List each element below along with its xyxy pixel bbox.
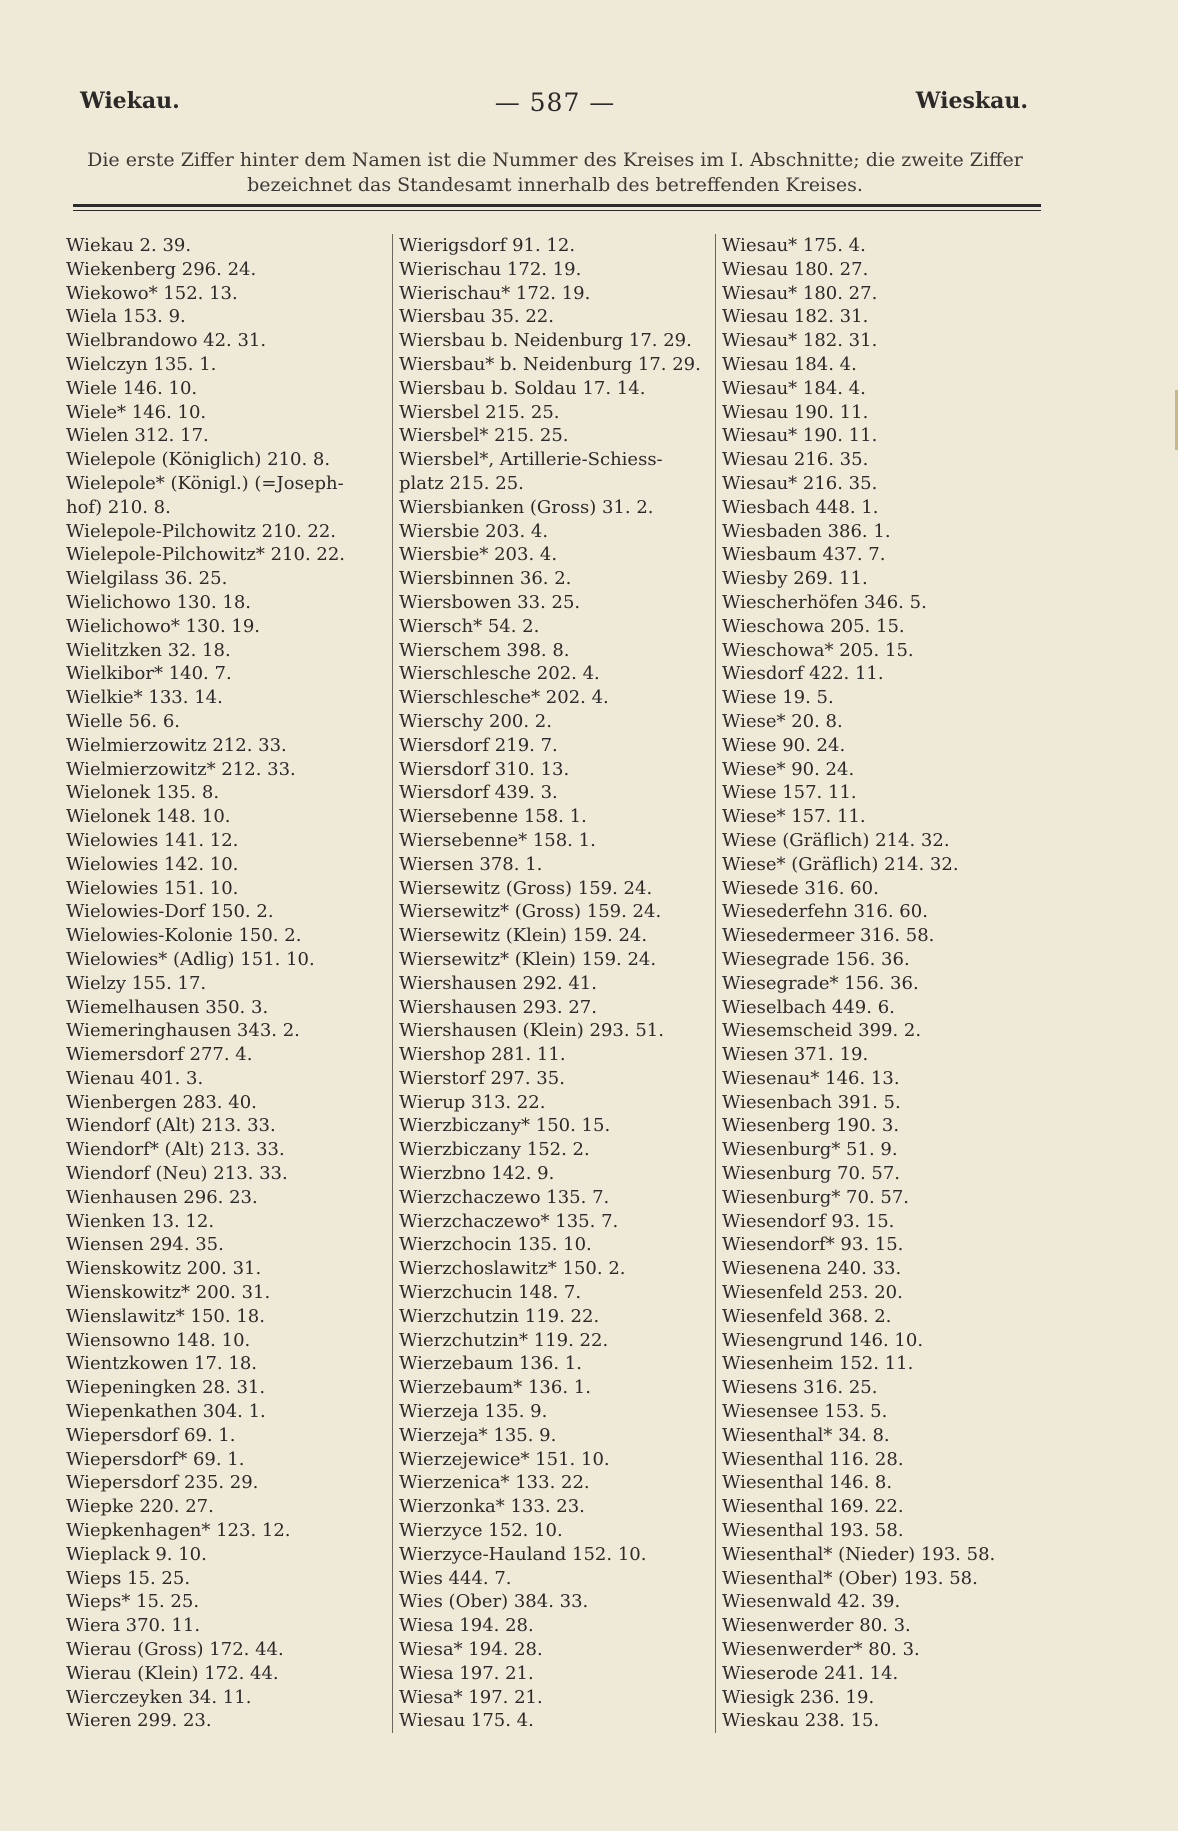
index-entry: Wiesa 197. 21.	[399, 1662, 534, 1684]
column-2	[392, 234, 721, 1733]
index-entry: Wiesenthal* (Nieder) 193. 58.	[722, 1543, 996, 1565]
index-entry: Wierzbno 142. 9.	[399, 1163, 555, 1185]
index-entry: Wiera 370. 11.	[66, 1615, 201, 1637]
index-entry: Wiersbau* b. Neidenburg 17. 29.	[399, 353, 701, 375]
index-entry: Wiesenwerder* 80. 3.	[722, 1639, 920, 1661]
index-entry: Wierschem 398. 8.	[399, 639, 570, 661]
index-entry: Wiekowo* 152. 13.	[66, 282, 238, 304]
index-entry: Wieps* 15. 25.	[66, 1591, 200, 1613]
index-entry: Wiesensee 153. 5.	[722, 1401, 888, 1423]
index-entry: Wierup 313. 22.	[399, 1091, 546, 1113]
index-entry: Wierzeja 135. 9.	[399, 1401, 548, 1423]
index-entry: Wiesenfeld 253. 20.	[722, 1282, 903, 1304]
index-entry: Wiepke 220. 27.	[66, 1496, 214, 1518]
index-entry: Wiese 157. 11.	[722, 782, 857, 804]
index-entry: Wiesenthal 169. 22.	[722, 1496, 904, 1518]
index-entry: Wiesby 269. 11.	[722, 568, 868, 590]
index-entry: Wierau (Klein) 172. 44.	[66, 1662, 279, 1684]
index-entry: Wiesau 175. 4.	[399, 1710, 534, 1732]
index-entry: Wiersewitz (Gross) 159. 24.	[399, 877, 653, 899]
index-entry: Wiesenthal* (Ober) 193. 58.	[722, 1567, 978, 1589]
index-entry: Wierischau 172. 19.	[399, 258, 582, 280]
index-entry: Wiekau 2. 39.	[66, 235, 192, 256]
index-entry: Wiese 90. 24.	[722, 734, 846, 756]
index-entry: Wiersdorf 439. 3.	[399, 782, 558, 804]
index-entry: Wiesengrund 146. 10.	[722, 1329, 924, 1351]
index-entry: Wiesen 371. 19.	[722, 1044, 869, 1066]
index-entry: Wiesau 216. 35.	[722, 449, 869, 471]
index-entry: Wiesemscheid 399. 2.	[722, 1020, 922, 1042]
index-entry: Wiershausen 293. 27.	[399, 996, 597, 1018]
index-entry: Wiershausen 292. 41.	[399, 972, 597, 994]
index-entry: Wiepersdorf 69. 1.	[66, 1424, 236, 1446]
index-entry: Wieserode 241. 14.	[722, 1662, 899, 1684]
index-entry: Wierzebaum 136. 1.	[399, 1353, 582, 1375]
index-entry: Wiesenthal* 34. 8.	[722, 1424, 890, 1446]
index-entry: Wiele* 146. 10.	[66, 401, 207, 423]
index-entry: Wieschowa 205. 15.	[722, 615, 905, 637]
index-entry: Wiersbau 35. 22.	[399, 306, 554, 328]
index-entry: Wiesendorf* 93. 15.	[722, 1234, 904, 1256]
index-entry: Wierigsdorf 91. 12.	[399, 235, 576, 256]
index-entry: Wierzyce 152. 10.	[399, 1520, 563, 1542]
index-entry: Wiersen 378. 1.	[399, 853, 543, 875]
index-entry: Wiesau* 180. 27.	[722, 282, 878, 304]
index-entry: Wiesenburg 70. 57.	[722, 1163, 901, 1185]
index-entry: Wiesa* 197. 21.	[399, 1686, 543, 1708]
index-entry: Wielgilass 36. 25.	[66, 568, 228, 590]
index-entry: Wiershausen (Klein) 293. 51.	[399, 1020, 664, 1042]
index-entry: Wiersbel*, Artillerie-Schiess-	[399, 449, 663, 471]
index-entry: Wiesenau* 146. 13.	[722, 1067, 900, 1089]
index-entry: Wielkibor* 140. 7.	[66, 663, 232, 685]
index-entry: Wierzenica* 133. 22.	[399, 1472, 590, 1494]
index-entry: Wiesau* 216. 35.	[722, 472, 878, 494]
explanatory-note: Die erste Ziffer hinter dem Namen ist die Nummer des Kreises im I. Abschnitte; die zweite Ziffer bezeichnet das Standesamt innerhalb des betreffenden Kreises.	[87, 149, 1023, 196]
index-entry: Wiersewitz* (Gross) 159. 24.	[399, 901, 662, 923]
index-entry: Wiescherhöfen 346. 5.	[722, 591, 927, 613]
index-entry: Wiese 19. 5.	[722, 687, 834, 709]
index-entry: Wiesbaden 386. 1.	[722, 520, 891, 542]
index-entry: Wielepole (Königlich) 210. 8.	[66, 449, 331, 471]
index-entry: Wierzbiczany 152. 2.	[399, 1139, 590, 1161]
index-entry: Wiersdorf 219. 7.	[399, 734, 558, 756]
index-entry: Wiesa* 194. 28.	[399, 1639, 543, 1661]
index-entry: Wiesau 190. 11.	[722, 401, 869, 423]
index-entry: Wierzeja* 135. 9.	[399, 1424, 557, 1446]
index-entry: Wielepole-Pilchowitz 210. 22.	[66, 520, 337, 542]
index-entry: Wiersebenne* 158. 1.	[399, 829, 596, 851]
index-entry: Wiersewitz* (Klein) 159. 24.	[399, 948, 657, 970]
index-entry: Wiendorf* (Alt) 213. 33.	[66, 1139, 285, 1161]
index-entry: Wierschlesche 202. 4.	[399, 663, 600, 685]
index-entry: Wierschy 200. 2.	[399, 710, 552, 732]
index-entry: Wiesens 316. 25.	[722, 1377, 878, 1399]
index-entry: Wiesa 194. 28.	[399, 1615, 534, 1637]
index-entry: Wiepeningken 28. 31.	[66, 1377, 266, 1399]
index-entry: Wierzchaczewo* 135. 7.	[399, 1210, 619, 1232]
index-entry: Wielle 56. 6.	[66, 710, 181, 732]
index-entry: Wierzchucin 148. 7.	[399, 1282, 582, 1304]
index-entry: Wiersdorf 310. 13.	[399, 758, 570, 780]
index-entry: Wielowies* (Adlig) 151. 10.	[66, 948, 315, 970]
index-entry: Wielepole-Pilchowitz* 210. 22.	[66, 544, 346, 566]
index-entry: Wiesenburg* 51. 9.	[722, 1139, 898, 1161]
index-entry: Wiersbie 203. 4.	[399, 520, 549, 542]
index-entry: Wiersbau b. Neidenburg 17. 29.	[399, 330, 692, 352]
index-entry: Wielowies 141. 12.	[66, 829, 239, 851]
index-entry: Wiesenburg* 70. 57.	[722, 1186, 910, 1208]
index-entry: Wiepenkathen 304. 1.	[66, 1401, 266, 1423]
header-rule-thin	[73, 210, 1041, 211]
index-entry: Wiesedermeer 316. 58.	[722, 925, 935, 947]
index-entry: Wiersbel 215. 25.	[399, 401, 560, 423]
index-entry: Wierzonka* 133. 23.	[399, 1496, 585, 1518]
index-entry: Wiersebenne 158. 1.	[399, 806, 587, 828]
index-entry: Wiepkenhagen* 123. 12.	[66, 1520, 291, 1542]
index-entry: Wielepole* (Königl.) (=Joseph-	[66, 472, 344, 494]
index-entry: Wiersbel* 215. 25.	[399, 425, 569, 447]
index-entry: Wieps 15. 25.	[66, 1567, 191, 1589]
index-entry: Wiesbaum 437. 7.	[722, 544, 886, 566]
index-entry: Wiesau* 175. 4.	[722, 235, 866, 256]
index-entry: Wiersbie* 203. 4.	[399, 544, 558, 566]
index-entry: Wiemelhausen 350. 3.	[66, 996, 269, 1018]
index-entry: Wiesenbach 391. 5.	[722, 1091, 901, 1113]
index-entry: Wiese* (Gräflich) 214. 32.	[722, 853, 959, 875]
index-entry: Wienken 13. 12.	[66, 1210, 215, 1232]
index-entry: Wielowies-Kolonie 150. 2.	[66, 925, 302, 947]
index-entry: Wientzkowen 17. 18.	[66, 1353, 257, 1375]
index-entry: Wiesbach 448. 1.	[722, 496, 879, 518]
index-entry: Wieskau 238. 15.	[722, 1710, 880, 1732]
header-right-keyword: Wieskau.	[915, 88, 1028, 114]
column-3	[715, 234, 1042, 1733]
index-entry: Wielczyn 135. 1.	[66, 353, 217, 375]
index-entry: Wiesau* 184. 4.	[722, 377, 866, 399]
index-entry: Wiersbianken (Gross) 31. 2.	[399, 496, 654, 518]
index-entry: Wielowies 142. 10.	[66, 853, 239, 875]
index-entry: Wierzchocin 135. 10.	[399, 1234, 592, 1256]
index-entry: platz 215. 25.	[399, 472, 524, 494]
index-entry: Wiesenwerder 80. 3.	[722, 1615, 911, 1637]
index-entry: Wiemeringhausen 343. 2.	[66, 1020, 300, 1042]
index-entry: Wiersewitz (Klein) 159. 24.	[399, 925, 648, 947]
index-entry: Wiese* 90. 24.	[722, 758, 855, 780]
index-entry: Wiesenfeld 368. 2.	[722, 1305, 892, 1327]
index-entry: Wiesenthal 193. 58.	[722, 1520, 904, 1542]
index-entry: Wiese* 157. 11.	[722, 806, 866, 828]
index-entry: Wieplack 9. 10.	[66, 1543, 207, 1565]
index-entry: Wieschowa* 205. 15.	[722, 639, 914, 661]
index-entry: Wielkie* 133. 14.	[66, 687, 223, 709]
index-entry: Wielonek 135. 8.	[66, 782, 220, 804]
index-entry: Wienslawitz* 150. 18.	[66, 1305, 265, 1327]
index-entry: Wiekenberg 296. 24.	[66, 258, 257, 280]
index-entry: Wienbergen 283. 40.	[66, 1091, 257, 1113]
index-entry: Wiershop 281. 11.	[399, 1044, 566, 1066]
index-entry: Wiela 153. 9.	[66, 306, 186, 328]
index-entry: Wierczeyken 34. 11.	[66, 1686, 252, 1708]
index-entry: Wienskowitz 200. 31.	[66, 1258, 262, 1280]
index-entry: Wiese (Gräflich) 214. 32.	[722, 829, 950, 851]
index-entry: Wiendorf (Alt) 213. 33.	[66, 1115, 276, 1137]
header-left-keyword: Wiekau.	[80, 88, 180, 114]
index-entry: Wiensowno 148. 10.	[66, 1329, 251, 1351]
index-entry: Wiemersdorf 277. 4.	[66, 1044, 253, 1066]
index-entry: Wierzyce-Hauland 152. 10.	[399, 1543, 647, 1565]
index-entry: Wiesau 180. 27.	[722, 258, 869, 280]
index-entry: Wiepersdorf 235. 29.	[66, 1472, 259, 1494]
index-entry: Wierzchoslawitz* 150. 2.	[399, 1258, 626, 1280]
index-entry: Wiese* 20. 8.	[722, 710, 843, 732]
index-entry: Wielitzken 32. 18.	[66, 639, 231, 661]
index-entry: Wielmierzowitz 212. 33.	[66, 734, 287, 756]
index-entry: Wiesenena 240. 33.	[722, 1258, 902, 1280]
index-entry: Wiesede 316. 60.	[722, 877, 879, 899]
index-entry: Wielowies 151. 10.	[66, 877, 239, 899]
index-entry: Wiesigk 236. 19.	[722, 1686, 875, 1708]
index-entry: Wiesendorf 93. 15.	[722, 1210, 895, 1232]
index-entry: Wierstorf 297. 35.	[399, 1067, 565, 1089]
index-entry: Wierzbiczany* 150. 15.	[399, 1115, 611, 1137]
index-entry: Wieren 299. 23.	[66, 1710, 212, 1732]
index-entry: Wiesenwald 42. 39.	[722, 1591, 901, 1613]
index-entry: Wielbrandowo 42. 31.	[66, 330, 267, 352]
page-number: — 587 —	[494, 88, 616, 117]
index-entry: Wiesenheim 152. 11.	[722, 1353, 914, 1375]
index-entry: Wielichowo* 130. 19.	[66, 615, 261, 637]
index-entry: Wiesenthal 116. 28.	[722, 1448, 904, 1470]
index-entry: Wierzejewice* 151. 10.	[399, 1448, 610, 1470]
index-entry: Wiele 146. 10.	[66, 377, 198, 399]
index-entry: Wierzebaum* 136. 1.	[399, 1377, 591, 1399]
column-1	[66, 234, 384, 1733]
index-entry: Wies (Ober) 384. 33.	[399, 1591, 589, 1613]
index-entry: Wielonek 148. 10.	[66, 806, 231, 828]
index-entry: Wielowies-Dorf 150. 2.	[66, 901, 274, 923]
index-entry: Wiesegrade 156. 36.	[722, 948, 910, 970]
index-entry: Wierau (Gross) 172. 44.	[66, 1639, 284, 1661]
index-entry: Wielmierzowitz* 212. 33.	[66, 758, 296, 780]
index-entry: Wielzy 155. 17.	[66, 972, 207, 994]
index-entry: Wienskowitz* 200. 31.	[66, 1282, 271, 1304]
index-entry: Wiesdorf 422. 11.	[722, 663, 884, 685]
index-entry: hof) 210. 8.	[66, 496, 171, 518]
index-entry: Wiepersdorf* 69. 1.	[66, 1448, 245, 1470]
index-entry: Wiersch* 54. 2.	[399, 615, 540, 637]
index-entry: Wieselbach 449. 6.	[722, 996, 895, 1018]
index-entry: Wierzchutzin* 119. 22.	[399, 1329, 609, 1351]
index-entry: Wienhausen 296. 23.	[66, 1186, 258, 1208]
index-entry: Wienau 401. 3.	[66, 1067, 204, 1089]
index-entry: Wiesederfehn 316. 60.	[722, 901, 928, 923]
index-entry: Wierzchaczewo 135. 7.	[399, 1186, 610, 1208]
index-entry: Wiesau 182. 31.	[722, 306, 869, 328]
index-entry: Wiendorf (Neu) 213. 33.	[66, 1163, 288, 1185]
index-entry: Wiersbinnen 36. 2.	[399, 568, 572, 590]
index-entry: Wiesau* 190. 11.	[722, 425, 878, 447]
index-entry: Wiesenthal 146. 8.	[722, 1472, 893, 1494]
index-entry: Wiesegrade* 156. 36.	[722, 972, 919, 994]
index-entry: Wierischau* 172. 19.	[399, 282, 591, 304]
index-entry: Wiesau* 182. 31.	[722, 330, 878, 352]
header-rule-thick	[73, 204, 1041, 207]
index-entry: Wiesenberg 190. 3.	[722, 1115, 900, 1137]
index-entry: Wiesau 184. 4.	[722, 353, 857, 375]
index-entry: Wielichowo 130. 18.	[66, 591, 252, 613]
index-entry: Wiersbowen 33. 25.	[399, 591, 581, 613]
index-entry: Wiersbau b. Soldau 17. 14.	[399, 377, 646, 399]
index-entry: Wies 444. 7.	[399, 1567, 512, 1589]
index-entry: Wierzchutzin 119. 22.	[399, 1305, 600, 1327]
index-entry: Wierschlesche* 202. 4.	[399, 687, 609, 709]
index-entry: Wiensen 294. 35.	[66, 1234, 224, 1256]
index-entry: Wielen 312. 17.	[66, 425, 209, 447]
